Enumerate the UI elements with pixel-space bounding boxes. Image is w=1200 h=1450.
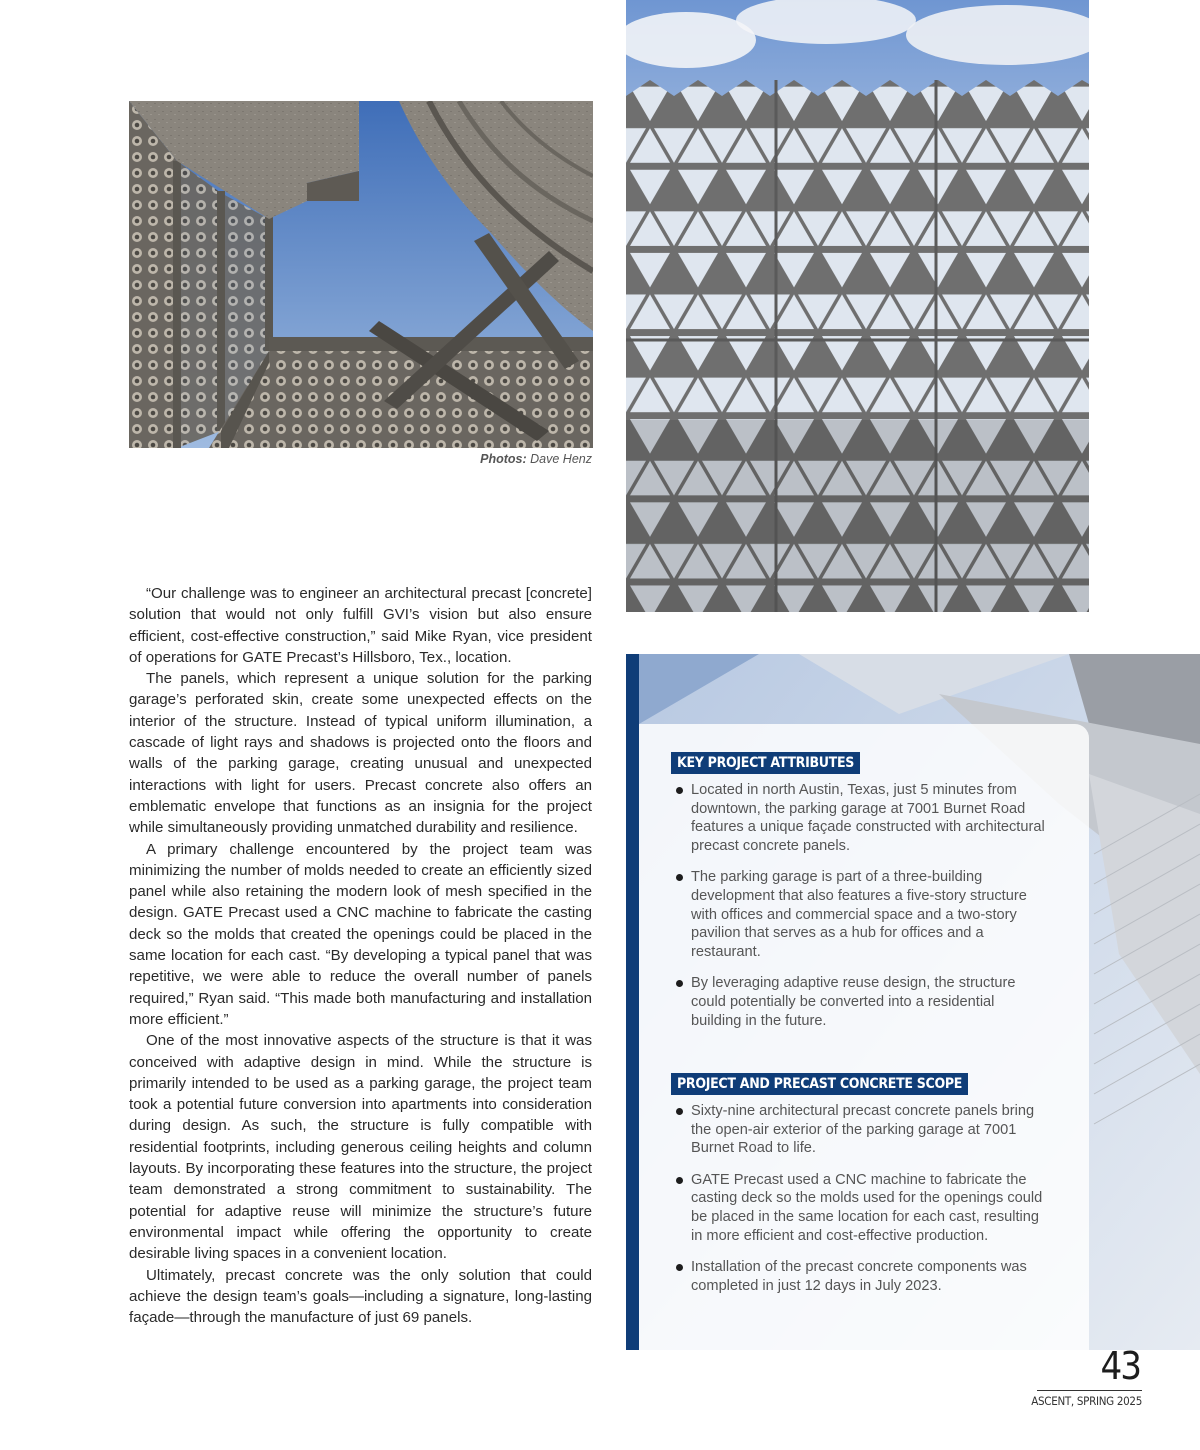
article-paragraph: “Our challenge was to engineer an architectural precast [concrete] solution that would not only fulfill GVI’s vision but also ensure efficient, cost-effective construction,” said Mike Ryan, vice president of operations for GATE Precast’s Hillsboro, Tex., location. (129, 585, 592, 666)
project-scope-heading: PROJECT AND PRECAST CONCRETE SCOPE (671, 1073, 968, 1095)
list-item (676, 1102, 1046, 1158)
list-item-text: Sixty-nine architectural precast concrete panels bring the open-air exterior of the parking garage at 7001 Burnet Road to life. (691, 1103, 1035, 1157)
bullet-icon (676, 980, 683, 987)
list-item (676, 1258, 1046, 1295)
sidebar-accent-bar (626, 654, 639, 1350)
bullet-icon (676, 787, 683, 794)
list-item-text: Installation of the precast concrete components was completed in just 12 days in July 2023. (691, 1259, 1027, 1294)
project-scope-list (676, 1102, 1046, 1308)
bullet-icon (676, 874, 683, 881)
folio-divider (1037, 1390, 1142, 1391)
list-item (676, 974, 1046, 1030)
article-body (129, 583, 592, 1328)
article-paragraph: The panels, which represent a unique solution for the parking garage’s perforated skin, create some unexpected effects on the interior of the structure. Instead of typical uniform illumination, a cascade of light rays and shadows is projected onto the floors and walls of the parking garage, creating unusual and unexpected interactions with light for users. Precast concrete also offers an emblematic envelope that functions as an insignia for the project while simultaneously providing unmatched durability and resilience. (129, 670, 592, 837)
list-item (676, 1171, 1046, 1245)
list-item-text: GATE Precast used a CNC machine to fabricate the casting deck so the molds used for the openings could be placed in the same location for each cast, resulting in more efficient and cost-effective production. (691, 1171, 1043, 1244)
key-attributes-heading: KEY PROJECT ATTRIBUTES (671, 752, 860, 774)
page-number: 43 (1100, 1344, 1140, 1388)
list-item-text: By leveraging adaptive reuse design, the structure could potentially be converted into a residential building in the future. (691, 975, 1016, 1029)
photo-credit-name: Dave Henz (530, 452, 592, 466)
article-paragraph: A primary challenge encountered by the project team was minimizing the number of molds needed to create an efficiently sized panel while also retaining the modern look of mesh specified in the design. GATE Precast used a CNC machine to fabricate the casting deck so the molds that created the openings could be placed in the same location for each cast. “By developing a typical panel that was repetitive, we were able to reduce the overall number of panels required,” Ryan said. “This made both manufacturing and installation more efficient.” (129, 840, 592, 1028)
facade-lattice-illustration (626, 0, 1089, 612)
photo-facade-panels (626, 0, 1089, 612)
bullet-icon (676, 1108, 683, 1115)
photo-credit (129, 452, 592, 466)
key-attributes-list (676, 781, 1046, 1043)
photo-garage-interior (129, 101, 593, 448)
list-item-text: Located in north Austin, Texas, just 5 minutes from downtown, the parking garage at 7001 Burnet Road features a unique façade constructed with architectural precast concrete panels. (691, 782, 1045, 854)
list-item (676, 868, 1046, 961)
bullet-icon (676, 1264, 683, 1271)
photo-credit-label: Photos: (480, 452, 527, 466)
bullet-icon (676, 1177, 683, 1184)
issue-label: ASCENT, SPRING 2025 (1031, 1394, 1142, 1408)
article-paragraph: Ultimately, precast concrete was the only solution that could achieve the design team’s goals—including a signature, long-lasting façade—through the manufacture of just 69 panels. (129, 1266, 592, 1327)
garage-interior-illustration (129, 101, 593, 448)
list-item (676, 781, 1046, 855)
list-item-text: The parking garage is part of a three-building development that also features a five-story structure with offices and commercial space and a two-story pavilion that serves as a hub for offices and a restaurant. (691, 869, 1027, 960)
article-paragraph: One of the most innovative aspects of the structure is that it was conceived with adaptive design in mind. While the structure is primarily intended to be used as a parking garage, the project team took a potential future conversion into apartments into consideration during design. As such, the structure is fully compatible with residential footprints, including generous ceiling heights and column layouts. By incorporating these features into the structure, the project team demonstrated a strong commitment to sustainability. The potential for adaptive reuse will minimize the structure’s future environmental impact while offering the opportunity to create desirable living spaces in a convenient location. (129, 1032, 592, 1263)
